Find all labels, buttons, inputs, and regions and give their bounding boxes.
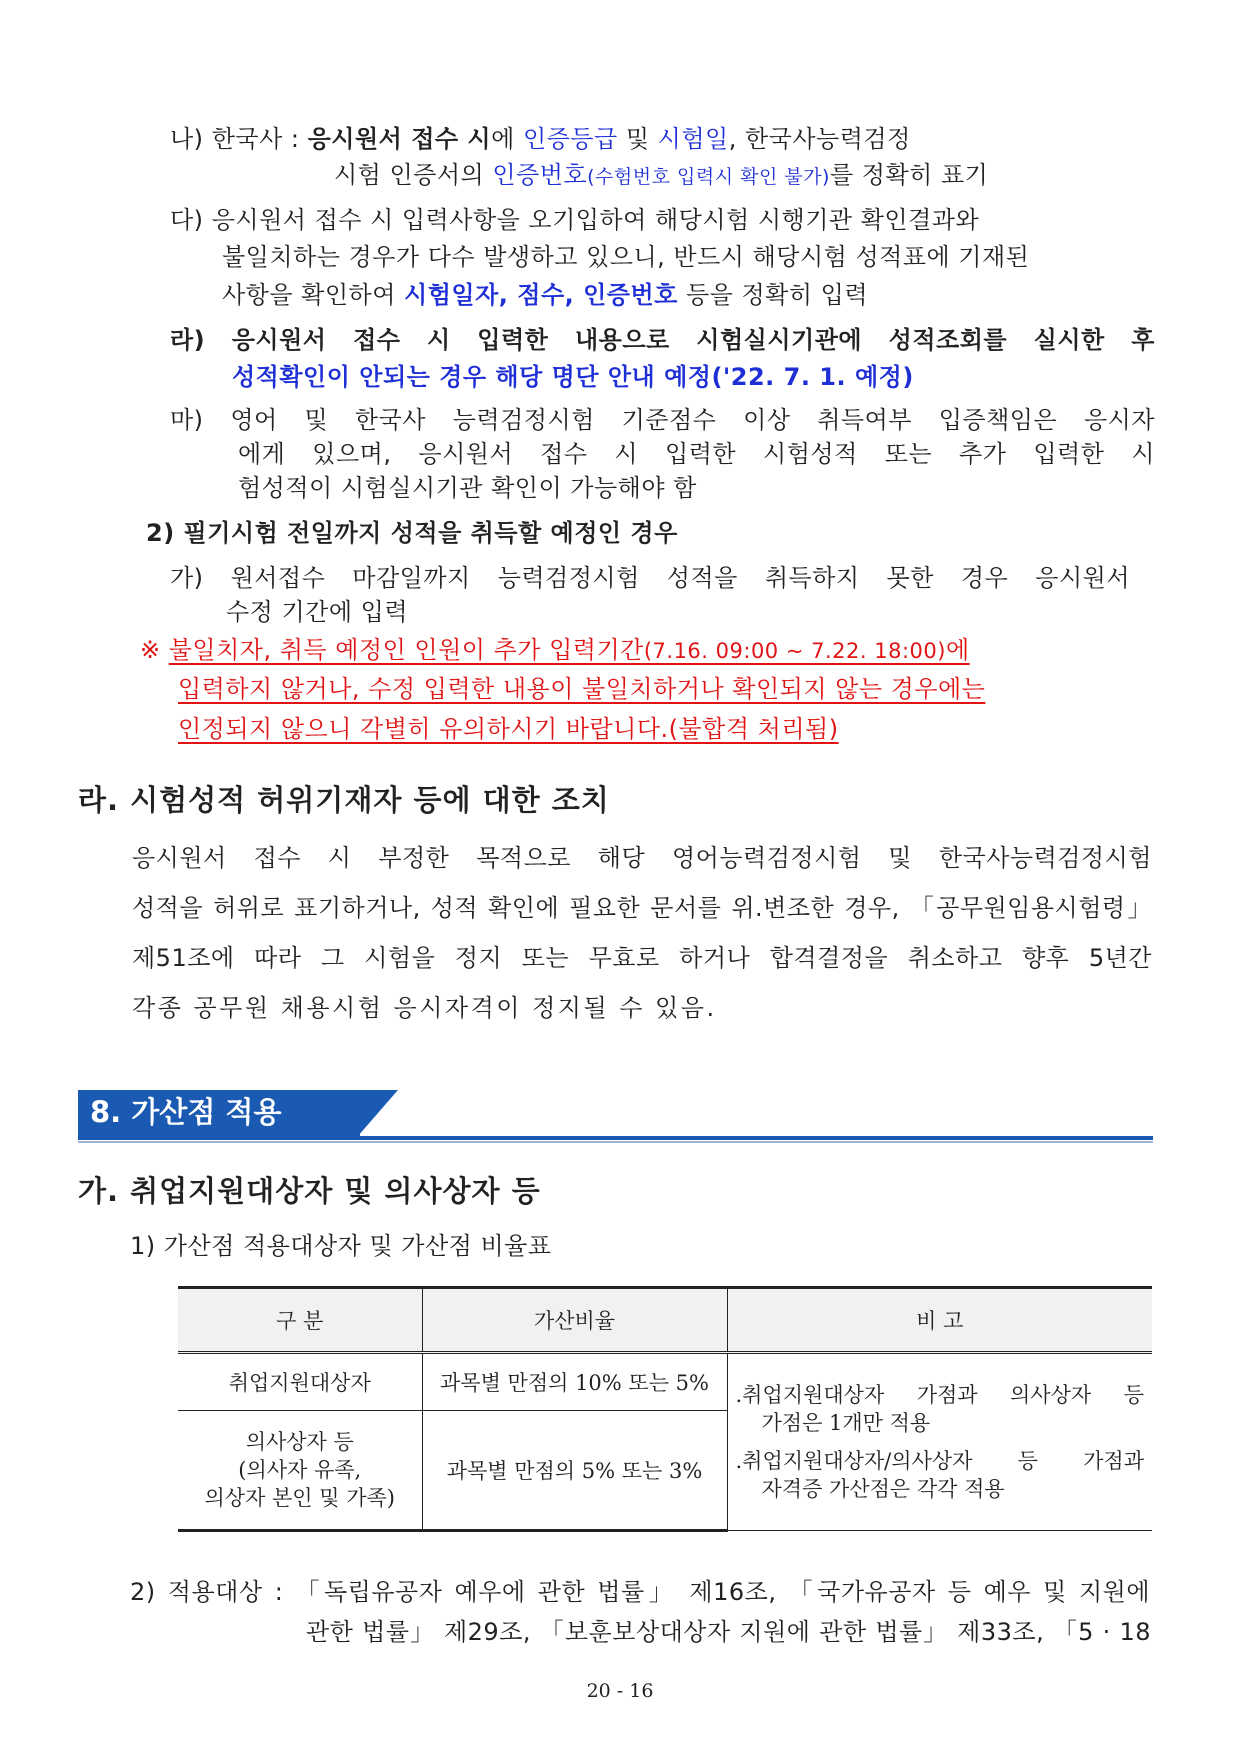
table-cell-category (178, 1411, 422, 1531)
category-line: 의사상자 등 (245, 1430, 354, 1454)
item2b-line1: 2) 적용대상 : 「독립유공자 예우에 관한 법률」 제16조, 「국가유공자 등 예우 및 지원에 (130, 1578, 1150, 1606)
note-word: .취업지원대상자 (735, 1383, 885, 1407)
text-bold: 응시원서 접수 시 (307, 125, 492, 153)
note-word: 등 (1123, 1383, 1144, 1407)
para-ra-line2: 성적을 허위로 표기하거나, 성적 확인에 필요한 문서를 위.변조한 경우, 「공무원임용시험령」 (132, 894, 1152, 922)
item-ma-line1 (170, 403, 1155, 437)
text: 필기시험 전일까지 성적을 취득할 예정인 경우 (183, 519, 678, 547)
section-banner-title: 8. 가산점 적용 (90, 1095, 282, 1129)
item1-title: 1) 가산점 적용대상자 및 가산점 비율표 (130, 1232, 552, 1260)
note-word: .취업지원대상자/의사상자 (735, 1449, 973, 1473)
note-line: 가점은 1개만 적용 (761, 1411, 931, 1435)
bonus-rate-table (178, 1286, 1152, 1532)
warning-line2 (178, 672, 985, 706)
text: 응시원서 접수 시 입력사항을 오기입하여 해당시험 시행기관 확인결과와 (211, 206, 980, 234)
item-na-line1 (170, 122, 911, 156)
text: 불일치자, 취득 예정인 인원이 추가 입력기간 (168, 636, 644, 664)
table-header-cell: 가산비율 (422, 1288, 727, 1353)
category-line: 의상자 본인 및 가족) (204, 1486, 395, 1510)
table-cell-note (727, 1353, 1152, 1531)
warning-line1 (140, 633, 970, 668)
item-da-line2: 불일치하는 경우가 다수 발생하고 있으니, 반드시 해당시험 성적표에 기재된 (222, 243, 1030, 271)
text: 영어 및 한국사 능력검정시험 기준점수 이상 취득여부 입증책임은 응시자 (230, 406, 1155, 434)
text: 응시원서 접수 시 입력한 내용으로 시험실시기관에 성적조회를 실시한 후 (231, 326, 1155, 354)
table-header-cell: 비 고 (727, 1288, 1152, 1353)
item-da-line1 (170, 203, 979, 237)
note-line (736, 1381, 1145, 1409)
para-ra-line1: 응시원서 접수 시 부정한 목적으로 해당 영어능력검정시험 및 한국사능력검정시험 (132, 844, 1152, 872)
section-banner-rule-thin (78, 1141, 1153, 1143)
item-na-label: 나) (170, 125, 204, 153)
para-ra-line3: 제51조에 따라 그 시험을 정지 또는 무효로 하거나 합격결정을 취소하고 향후 5년간 (132, 944, 1152, 972)
item-ra-label: 라) (170, 326, 206, 354)
text-highlight: 시험일자, 점수, 인증번호 (404, 281, 678, 309)
item-na-line2 (334, 158, 988, 194)
text: 시험 인증서의 (334, 161, 493, 189)
text: 를 정확히 표기 (829, 161, 989, 189)
item2-ga-label: 가) (170, 564, 204, 592)
text: 한국사 : (211, 125, 308, 153)
section-heading-ga: 가. 취업지원대상자 및 의사상자 등 (78, 1174, 541, 1208)
note-line (736, 1447, 1145, 1475)
item-ma-line3: 험성적이 시험실시기관 확인이 가능해야 함 (238, 474, 697, 502)
text: 등을 정확히 입력 (677, 281, 869, 309)
table-header-row (178, 1288, 1152, 1353)
text-underlined: 인정되지 않으니 각별히 유의하시기 바랍니다.(불합격 처리됨) (178, 715, 839, 743)
item-ma-label: 마) (170, 406, 204, 434)
table-cell-rate: 과목별 만점의 10% 또는 5% (422, 1353, 727, 1411)
table-cell-rate: 과목별 만점의 5% 또는 3% (422, 1411, 727, 1531)
note-word: 의사상자 (1010, 1383, 1092, 1407)
note-line: 자격증 가산점은 각각 적용 (761, 1477, 1005, 1501)
text: , 한국사능력검정 (728, 125, 911, 153)
item-ra-line2: 성적확인이 안되는 경우 해당 명단 안내 예정('22. 7. 1. 예정) (232, 363, 914, 391)
text-date-range: (7.16. 09:00 ~ 7.22. 18:00) (643, 639, 946, 663)
section-banner-arrow (358, 1090, 398, 1136)
note-word: 가점과 (916, 1383, 978, 1407)
text: 에 (945, 636, 970, 664)
item2-ga-line1 (170, 561, 1130, 595)
reference-mark: ※ (140, 636, 161, 664)
text-underlined: 입력하지 않거나, 수정 입력한 내용이 불일치하거나 확인되지 않는 경우에는 (178, 675, 986, 703)
item-ra-line1 (170, 323, 1155, 357)
text: 및 (617, 125, 658, 153)
page-number: 20 - 16 (586, 1680, 654, 1702)
text-highlight: 인증등급 (522, 125, 618, 153)
item2-ga-line2: 수정 기간에 입력 (226, 598, 409, 626)
item2-title (146, 516, 678, 550)
text-highlight: 인증번호 (492, 161, 588, 189)
text: 에 (491, 125, 523, 153)
section-banner-rule (78, 1136, 1153, 1140)
item-ma-line2: 에게 있으며, 응시원서 접수 시 입력한 시험성적 또는 추가 입력한 시 (238, 440, 1155, 468)
text: 원서접수 마감일까지 능력검정시험 성적을 취득하지 못한 경우 응시원서 (230, 564, 1130, 592)
item2-label: 2) (146, 519, 175, 547)
text: 사항을 확인하여 (222, 281, 405, 309)
warning-line3 (178, 712, 839, 746)
para-ra-line4: 각종 공무원 채용시험 응시자격이 정지될 수 있음. (132, 994, 717, 1022)
table-cell-category: 취업지원대상자 (178, 1353, 422, 1411)
note-word: 가점과 (1083, 1449, 1144, 1473)
text-highlight: 시험일 (657, 125, 729, 153)
table-row (178, 1353, 1152, 1411)
text-underlined (169, 636, 970, 664)
category-line: (의사자 유족, (238, 1458, 362, 1482)
item2b-line2: 관한 법률」 제29조, 「보훈보상대상자 지원에 관한 법률」 제33조, 「5 · 18 (306, 1618, 1151, 1646)
table-header-cell: 구 분 (178, 1288, 422, 1353)
note-word: 등 (1017, 1449, 1038, 1473)
section-heading-ra: 라. 시험성적 허위기재자 등에 대한 조치 (78, 783, 610, 817)
item-da-line3 (222, 278, 868, 312)
text-highlight-small: (수험번호 입력시 확인 불가) (587, 166, 830, 188)
item-da-label: 다) (170, 206, 204, 234)
